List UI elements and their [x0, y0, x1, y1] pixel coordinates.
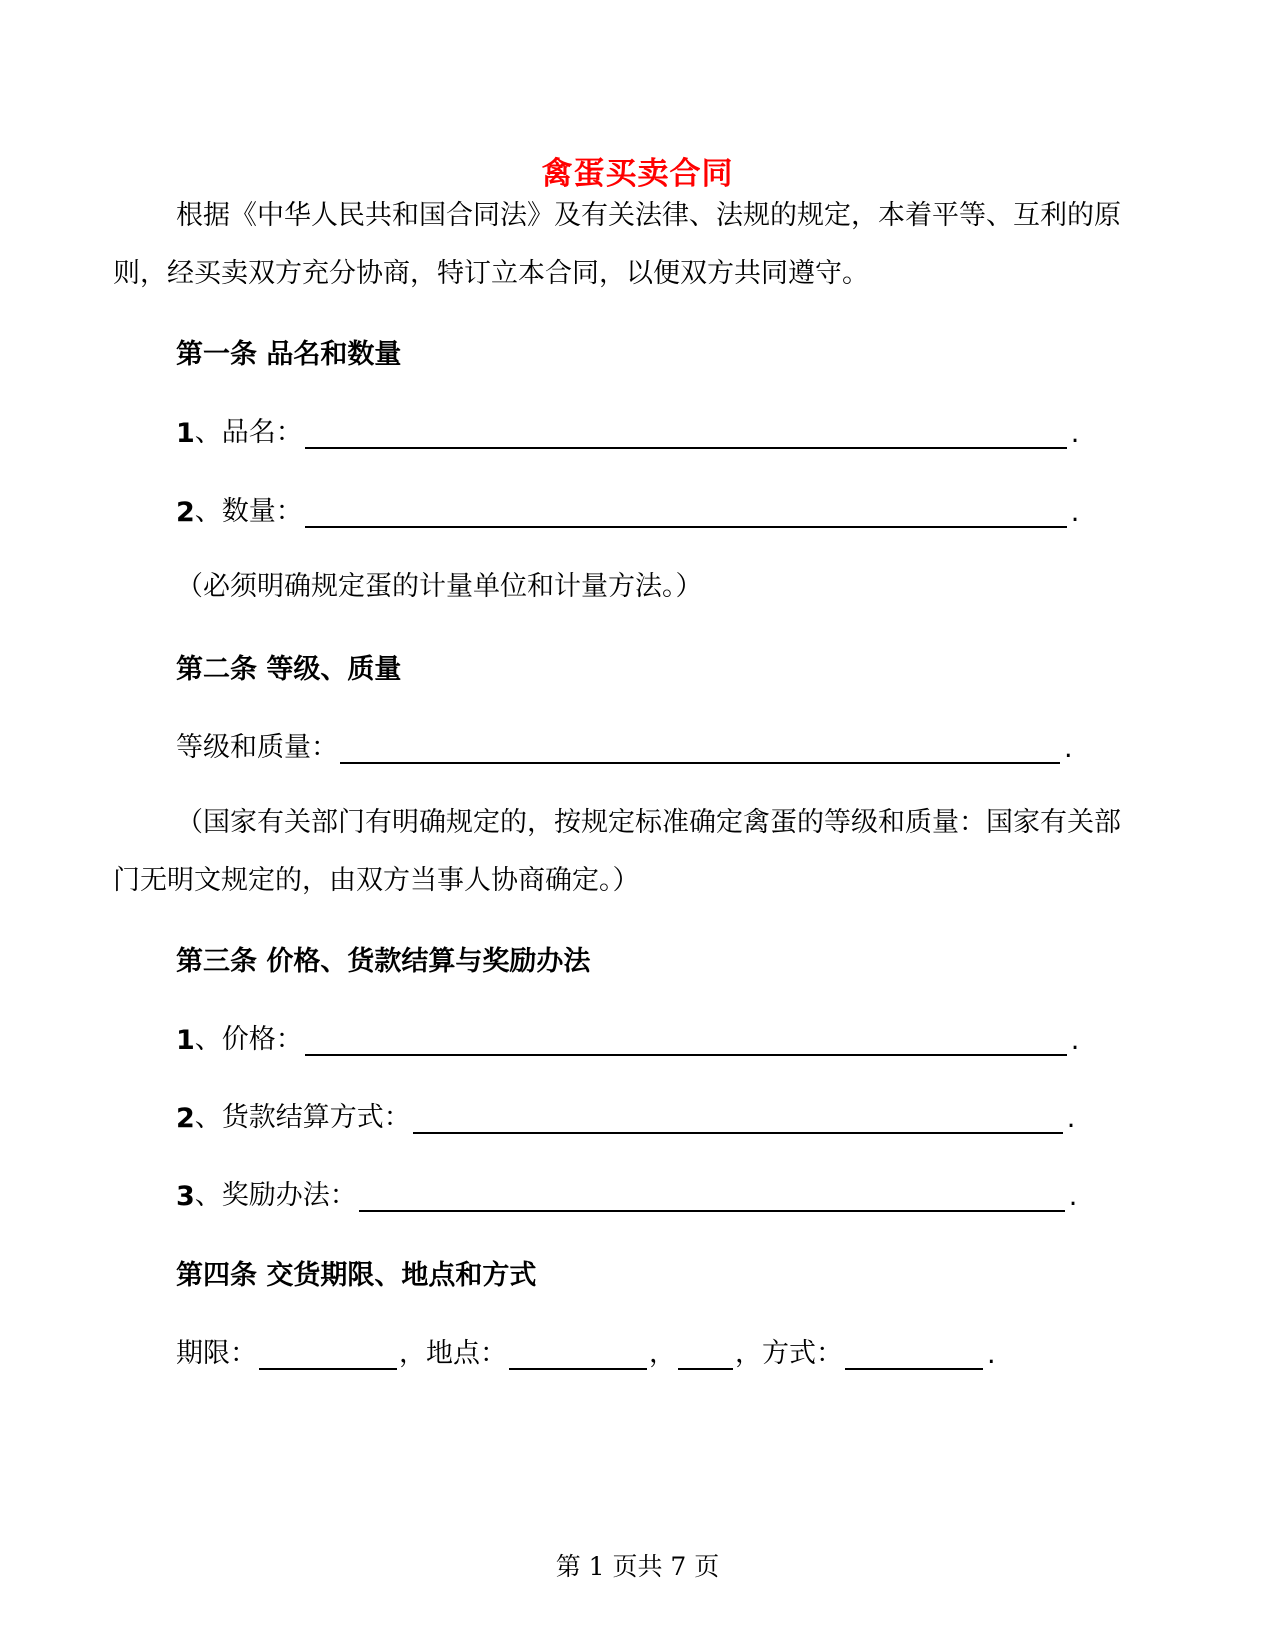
article-2-note: [113, 794, 1143, 910]
method-blank[interactable]: [845, 1338, 983, 1370]
settlement-blank[interactable]: [413, 1102, 1063, 1134]
reward-line: [176, 1173, 1077, 1212]
article-1-note: [113, 558, 1143, 616]
reward-label: 、奖励办法：: [194, 1180, 357, 1211]
term-blank[interactable]: [259, 1338, 397, 1370]
place-label: ，地点：: [399, 1338, 507, 1369]
item-number: 1: [176, 418, 195, 449]
period: .: [1070, 418, 1080, 449]
period: .: [987, 1339, 996, 1370]
item-number: 3: [176, 1181, 195, 1212]
article-2-heading: 第二条 等级、质量: [176, 654, 402, 685]
product-name-blank[interactable]: [305, 417, 1067, 449]
page-footer: 第 1 页共 7 页: [555, 1552, 720, 1581]
item-number: 2: [176, 497, 195, 528]
intro-text: 根据《中华人民共和国合同法》及有关法律、法规的规定，本着平等、互利的原则，经买卖双方充分协商，特订立本合同，以便双方共同遵守。: [113, 200, 1121, 289]
period: .: [1066, 1103, 1076, 1134]
note-text: （必须明确规定蛋的计量单位和计量方法。）: [176, 571, 703, 602]
price-line: [176, 1017, 1079, 1056]
price-label: 、价格：: [194, 1024, 303, 1055]
price-blank[interactable]: [305, 1024, 1067, 1056]
product-name-line: [176, 410, 1079, 449]
settlement-label: 、货款结算方式：: [194, 1102, 411, 1133]
period: .: [1070, 1025, 1080, 1056]
document-title: 禽蛋买卖合同: [541, 156, 734, 192]
article-4-heading: 第四条 交货期限、地点和方式: [176, 1260, 537, 1291]
reward-blank[interactable]: [359, 1180, 1065, 1212]
quantity-label: 、数量：: [194, 496, 303, 527]
delivery-line: [176, 1331, 996, 1370]
quantity-blank[interactable]: [305, 496, 1067, 528]
period: .: [1068, 1181, 1078, 1212]
intro-paragraph: [113, 187, 1143, 303]
item-number: 1: [176, 1025, 195, 1056]
grade-quality-label: 等级和质量：: [176, 732, 338, 763]
quantity-line: [176, 489, 1079, 528]
period: .: [1064, 733, 1073, 764]
extra-blank[interactable]: [678, 1338, 733, 1370]
item-number: 2: [176, 1103, 195, 1134]
article-1-heading: 第一条 品名和数量: [176, 339, 402, 370]
period: .: [1070, 497, 1080, 528]
article-3-heading: 第三条 价格、货款结算与奖励办法: [176, 946, 591, 977]
grade-quality-line: [176, 725, 1073, 764]
grade-quality-blank[interactable]: [340, 732, 1060, 764]
term-label: 期限：: [176, 1338, 257, 1369]
method-label: ，方式：: [735, 1338, 843, 1369]
note-text: （国家有关部门有明确规定的，按规定标准确定禽蛋的等级和质量：国家有关部门无明文规定的，由双方当事人协商确定。）: [113, 807, 1121, 896]
product-name-label: 、品名：: [194, 417, 303, 448]
separator: ，: [649, 1338, 676, 1369]
settlement-line: [176, 1095, 1075, 1134]
place-blank[interactable]: [509, 1338, 647, 1370]
